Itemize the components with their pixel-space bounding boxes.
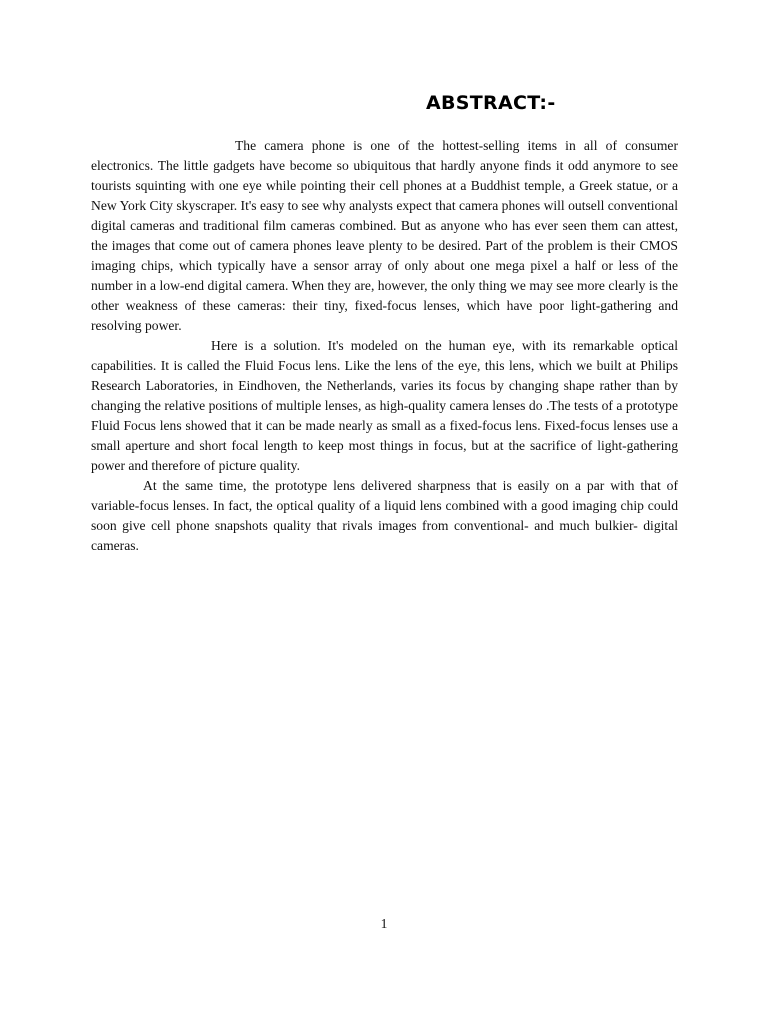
abstract-paragraph-2: Here is a solution. It's modeled on the human eye, with its remarkable optical capabilities. It is called the Fluid Focus lens. Like the lens of the eye, this lens, which we built at Philips Research Laboratories, in Eindhoven, the Netherlands, varies its focus by changing shape rather than by changing the relative positions of multiple lenses, as high-quality camera lenses do .The tests of a prototype Fluid Focus lens showed that it can be made nearly as small as a fixed-focus lens. Fixed-focus lenses use a small aperture and short focal length to keep most things in focus, but at the sacrifice of light-gathering power and therefore of picture quality. — [91, 338, 678, 473]
abstract-paragraph-1: The camera phone is one of the hottest-selling items in all of consumer electronics. The little gadgets have become so ubiquitous that hardly anyone finds it odd anymore to see tourists squinting with one eye while pointing their cell phones at a Buddhist temple, a Greek statue, or a New York City skyscraper. It's easy to see why analysts expect that camera phones will outsell conventional digital cameras and traditional film cameras combined. But as anyone who has ever seen them can attest, the images that come out of camera phones leave plenty to be desired. Part of the problem is their CMOS imaging chips, which typically have a sensor array of only about one mega pixel a half or less of the number in a low-end digital camera. When they are, however, the only thing we may see more clearly is the other weakness of these cameras: their tiny, fixed-focus lenses, which have poor light-gathering and resolving power. — [91, 138, 678, 333]
abstract-heading: ABSTRACT:- — [426, 92, 556, 114]
page-number: 1 — [380, 916, 388, 931]
abstract-body — [91, 136, 678, 556]
abstract-paragraph-3: At the same time, the prototype lens delivered sharpness that is easily on a par with that of variable-focus lenses. In fact, the optical quality of a liquid lens combined with a good imaging chip could soon give cell phone snapshots quality that rivals images from conventional- and much bulkier- digital cameras. — [91, 478, 678, 553]
